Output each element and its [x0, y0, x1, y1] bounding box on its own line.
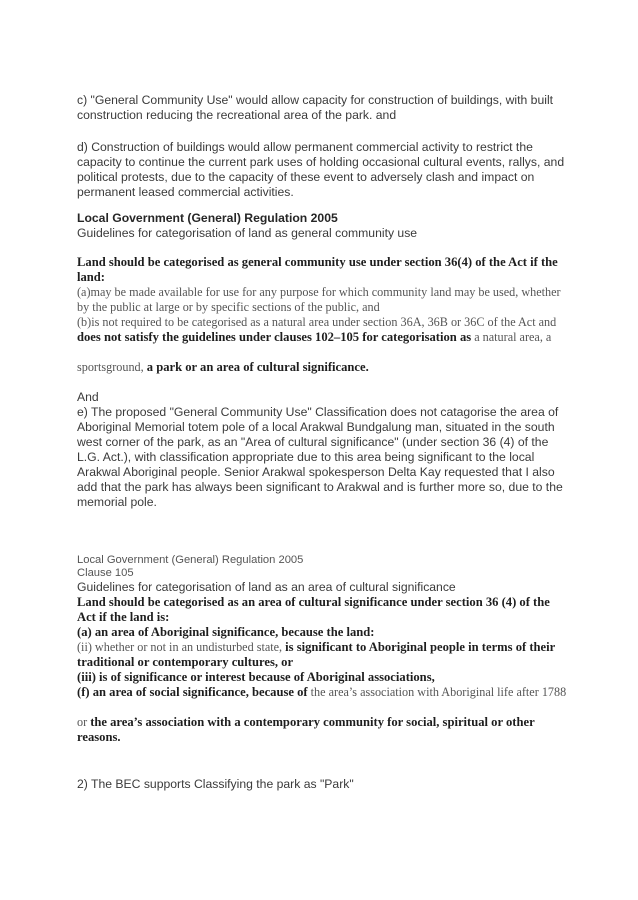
regulation2-subtitle: Guidelines for categorisation of land as an area of cultural significance — [77, 580, 456, 594]
item-b-text: (b)is not required to be categorised as a natural area under section 36A, 36B or 36C of the Act and — [77, 315, 557, 329]
item-f-text: the area’s association with Aboriginal life after 1788 — [307, 685, 567, 699]
regulation-item-a: (a)may be made available for use for any purpose for which community land may be used, whether by the public at large or by specific sections of the public, and — [77, 285, 561, 314]
paragraph-c: c) "General Community Use" would allow capacity for construction of buildings, with built construction reducing the recreational area of the park. and — [77, 93, 554, 122]
regulation-subtitle: Guidelines for categorisation of land as general community use — [77, 226, 418, 240]
item-ii-text: (ii) whether or not in an undisturbed state, — [77, 640, 286, 654]
regulation2-heading: Land should be categorised as an area of cultural significance under section 36 (4) of the Act if the land is: — [77, 595, 550, 624]
item-ii-bold: is significant to Aboriginal people in terms of their traditional or contemporary cultures, or — [77, 640, 555, 669]
item-or-text: or — [77, 715, 91, 729]
sportsground-text: sportsground, — [77, 360, 147, 374]
paragraph-d: d) Construction of buildings would allow permanent commercial activity to restrict the capacity to continue the current park uses of holding occasional cultural events, rallys, and political protests, due to the capacity of these event to adversely clash and impact on permanent leased commercial activities. — [77, 140, 565, 199]
item-or-bold: the area’s association with a contemporary community for social, spiritual or other reasons. — [77, 715, 535, 744]
regulation-heading: Land should be categorised as general community use under section 36(4) of the Act if the land: — [77, 255, 558, 284]
regulation2-title: Local Government (General) Regulation 2005 — [77, 554, 304, 566]
regulation2-item-or — [77, 715, 567, 745]
item-b-tail: a natural area, a — [471, 330, 552, 344]
item-b-bold: does not satisfy the guidelines under clauses 102–105 for categorisation as — [77, 330, 472, 344]
regulation-sportsground-line — [77, 360, 567, 375]
regulation2-clause: Clause 105 — [77, 567, 134, 579]
item-f-bold: (f) an area of social significance, because of — [77, 685, 308, 699]
regulation2-item-a: (a) an area of Aboriginal significance, because the land: — [77, 625, 375, 639]
regulation2-item-f — [77, 685, 567, 700]
regulation-item-b — [77, 315, 567, 345]
regulation-title: Local Government (General) Regulation 2005 — [77, 211, 338, 225]
paragraph-2: 2) The BEC supports Classifying the park as "Park" — [77, 777, 354, 791]
paragraph-e: e) The proposed "General Community Use" Classification does not catagorise the area of Aboriginal Memorial totem pole of a local Arakwal Bundgalung man, situated in the south west corner of the park, as an "Area of cultural significance" (under section 36 (4) of the L.G. Act.), with classification appropriate due to this area being significant to the local Arakwal Aboriginal people. Senior Arakwal spokesperson Delta Kay requested that I also add that the park has always been significant to Arakwal and is further more so, due to the memorial pole. — [77, 405, 563, 509]
regulation2-item-ii — [77, 640, 567, 670]
and-label: And — [77, 390, 99, 404]
regulation2-item-iii: (iii) is of significance or interest because of Aboriginal associations, — [77, 670, 435, 684]
sportsground-bold: a park or an area of cultural significance. — [146, 360, 369, 374]
